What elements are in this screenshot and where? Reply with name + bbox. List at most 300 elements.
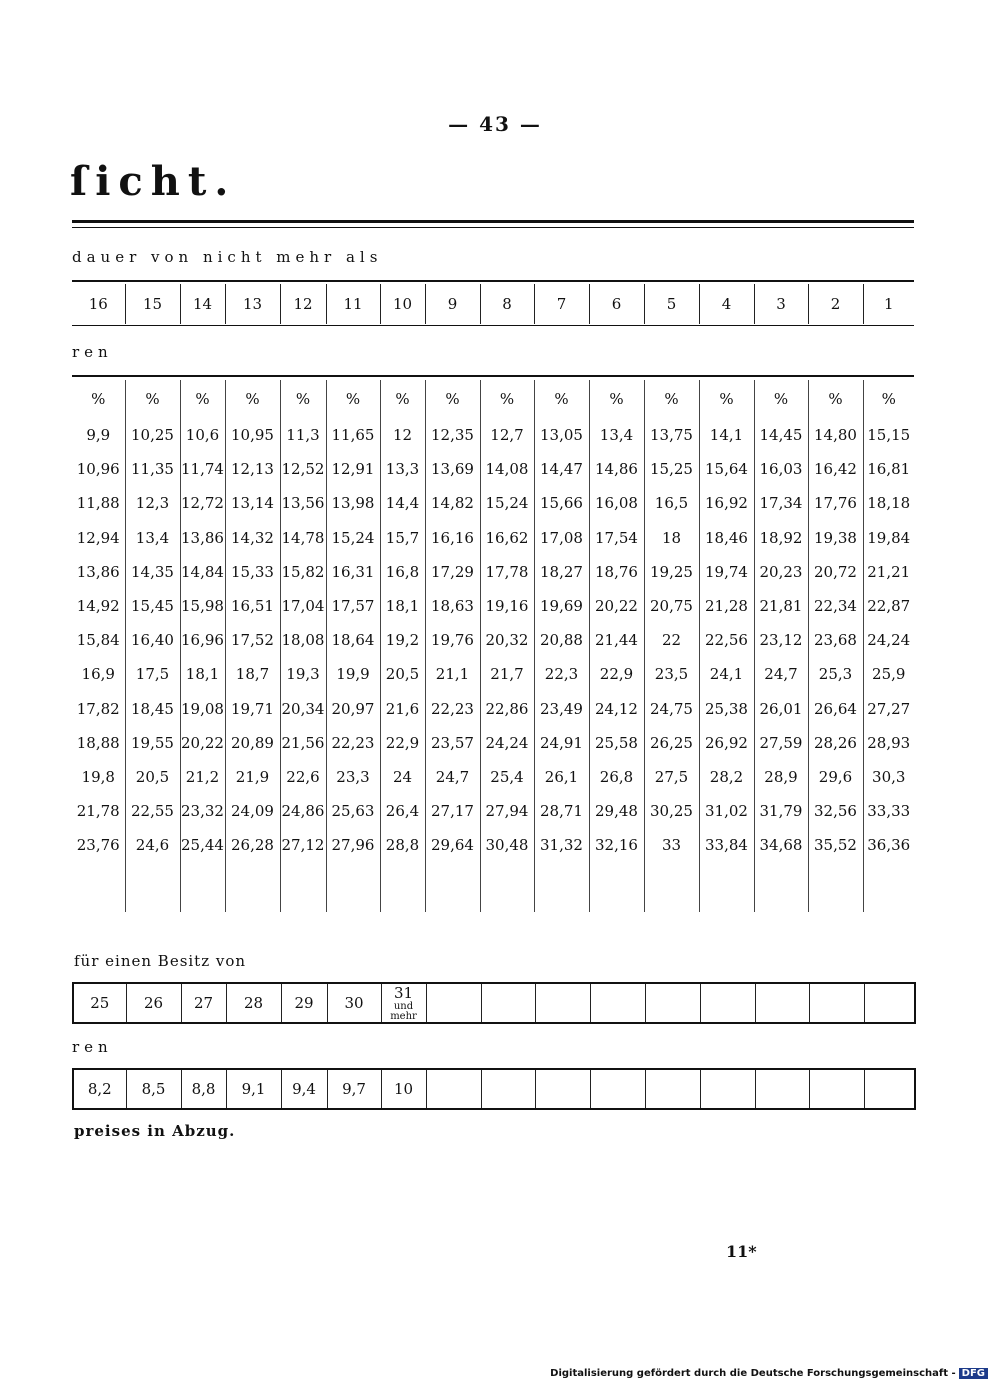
dfg-logo: DFG xyxy=(959,1368,988,1379)
empty-cell xyxy=(425,862,480,912)
table-cell: 10,95 xyxy=(225,418,280,452)
upper-header-table xyxy=(72,284,914,324)
table-cell: 17,5 xyxy=(125,657,180,691)
table-cell: 19,25 xyxy=(644,555,699,589)
table-cell: 22,9 xyxy=(589,657,644,691)
table-cell: 25,4 xyxy=(480,760,534,794)
percent-symbol: % xyxy=(425,380,480,418)
upper-column-header: 6 xyxy=(589,284,644,324)
empty-cell xyxy=(589,862,644,912)
table-cell: 13,98 xyxy=(326,486,380,520)
table-cell: 18,92 xyxy=(754,521,808,555)
table-row xyxy=(72,760,914,794)
table-cell: 20,5 xyxy=(380,657,425,691)
table-cell: 18,46 xyxy=(699,521,754,555)
table-cell: 29,64 xyxy=(425,828,480,862)
table-cell: 16,62 xyxy=(480,521,534,555)
table-cell: 12,91 xyxy=(326,452,380,486)
table-cell: 19,16 xyxy=(480,589,534,623)
table-cell: 27,94 xyxy=(480,794,534,828)
table-cell: 18,64 xyxy=(326,623,380,657)
table-cell: 24,09 xyxy=(225,794,280,828)
table-cell: 18,76 xyxy=(589,555,644,589)
table-cell: 10,96 xyxy=(76,460,120,479)
table-cell: 26,1 xyxy=(534,760,589,794)
upper-header-bottom-rule xyxy=(72,325,914,326)
lower-column-value: 31 xyxy=(393,984,414,1002)
table-cell: 24,24 xyxy=(480,726,534,760)
table-cell: 11,65 xyxy=(326,418,380,452)
table-cell: 24,75 xyxy=(644,692,699,726)
table-cell: 18,18 xyxy=(863,486,914,520)
table-cell: 22,87 xyxy=(863,589,914,623)
table-cell: 24,7 xyxy=(425,760,480,794)
table-cell: 13,86 xyxy=(76,562,120,581)
percent-symbol: % xyxy=(754,380,808,418)
percent-symbol: % xyxy=(380,380,425,418)
table-cell: 14,80 xyxy=(808,418,863,452)
table-cell: 14,1 xyxy=(699,418,754,452)
upper-header-top-rule xyxy=(72,280,914,282)
page-title: ſicht. xyxy=(70,158,237,205)
table-cell: 27,17 xyxy=(425,794,480,828)
table-cell: 24,91 xyxy=(534,726,589,760)
percent-symbol: % xyxy=(808,380,863,418)
signature-mark: 11* xyxy=(726,1242,757,1261)
table-cell: 14,92 xyxy=(76,597,120,616)
percent-symbol: % xyxy=(125,380,180,418)
lower-value-cell xyxy=(700,1069,755,1109)
percent-symbol: % xyxy=(699,380,754,418)
table-cell: 22,23 xyxy=(425,692,480,726)
table-cell: 27,59 xyxy=(754,726,808,760)
lower-value-cell xyxy=(590,1069,645,1109)
lower-column-value: 29 xyxy=(294,994,314,1012)
table-cell: 21,7 xyxy=(480,657,534,691)
percent-symbol: % xyxy=(180,380,225,418)
table-cell: 19,8 xyxy=(81,767,115,786)
lower-header-table xyxy=(72,982,916,1024)
table-cell: 20,23 xyxy=(754,555,808,589)
table-cell: 15,98 xyxy=(180,589,225,623)
table-cell: 13,4 xyxy=(589,418,644,452)
table-cell: 12 xyxy=(380,418,425,452)
table-cell: 11,35 xyxy=(125,452,180,486)
table-row xyxy=(72,692,914,726)
table-cell: 28,26 xyxy=(808,726,863,760)
table-cell: 21,78 xyxy=(76,802,120,821)
table-cell: 23,57 xyxy=(425,726,480,760)
table-row xyxy=(72,589,914,623)
table-cell: 14,08 xyxy=(480,452,534,486)
upper-column-header: 8 xyxy=(480,284,534,324)
upper-table-label: dauer von nicht mehr als xyxy=(72,248,383,266)
table-cell: 19,9 xyxy=(326,657,380,691)
table-cell: 15,25 xyxy=(644,452,699,486)
table-cell: 19,71 xyxy=(225,692,280,726)
lower-column-header xyxy=(645,983,700,1023)
lower-column-header xyxy=(755,983,809,1023)
empty-cell xyxy=(480,862,534,912)
table-cell: 17,57 xyxy=(326,589,380,623)
table-cell: 35,52 xyxy=(808,828,863,862)
table-cell: 14,84 xyxy=(180,555,225,589)
table-cell: 28,71 xyxy=(534,794,589,828)
table-row xyxy=(72,828,914,862)
table-cell: 23,5 xyxy=(644,657,699,691)
table-cell: 21,28 xyxy=(699,589,754,623)
table-cell: 13,3 xyxy=(380,452,425,486)
table-cell: 22,9 xyxy=(380,726,425,760)
lower-column-value: 30 xyxy=(344,994,364,1012)
table-cell: 20,22 xyxy=(180,726,225,760)
table-cell: 19,69 xyxy=(534,589,589,623)
table-cell: 27,5 xyxy=(644,760,699,794)
empty-cell xyxy=(380,862,425,912)
table-cell: 16,9 xyxy=(81,665,115,684)
table-cell: 19,76 xyxy=(425,623,480,657)
table-filler-row xyxy=(72,862,914,912)
table-cell: 24,12 xyxy=(589,692,644,726)
table-cell: 17,34 xyxy=(754,486,808,520)
table-cell: 30,25 xyxy=(644,794,699,828)
lower-column-value: 28 xyxy=(243,994,264,1012)
table-row xyxy=(72,486,914,520)
empty-cell xyxy=(754,862,808,912)
lower-column-header xyxy=(181,983,226,1023)
percent-symbol: % xyxy=(589,380,644,418)
table-cell: 20,88 xyxy=(534,623,589,657)
table-cell: 17,82 xyxy=(76,699,120,718)
table-cell: 20,75 xyxy=(644,589,699,623)
table-cell: 16,40 xyxy=(125,623,180,657)
table-cell: 30,48 xyxy=(480,828,534,862)
table-cell: 25,3 xyxy=(808,657,863,691)
empty-cell xyxy=(863,862,914,912)
table-cell: 25,58 xyxy=(589,726,644,760)
table-cell: 23,49 xyxy=(534,692,589,726)
table-cell: 17,54 xyxy=(589,521,644,555)
empty-cell xyxy=(808,862,863,912)
table-cell: 15,45 xyxy=(125,589,180,623)
table-cell: 27,12 xyxy=(280,828,326,862)
table-cell: 14,47 xyxy=(534,452,589,486)
table-cell: 17,76 xyxy=(808,486,863,520)
table-cell: 18,1 xyxy=(380,589,425,623)
table-cell: 22,6 xyxy=(280,760,326,794)
table-cell: 12,3 xyxy=(125,486,180,520)
table-cell: 18,27 xyxy=(534,555,589,589)
table-cell: 23,12 xyxy=(754,623,808,657)
lower-column-header xyxy=(327,983,381,1023)
lower-column-value: 26 xyxy=(143,994,164,1012)
table-cell: 26,28 xyxy=(225,828,280,862)
lower-column-header xyxy=(700,983,755,1023)
lower-column-value: 25 xyxy=(90,994,110,1012)
table-cell: 19,2 xyxy=(380,623,425,657)
upper-column-header: 14 xyxy=(180,284,225,324)
table-cell: 33,33 xyxy=(863,794,914,828)
table-cell: 18 xyxy=(644,521,699,555)
table-cell: 18,63 xyxy=(425,589,480,623)
table-cell: 28,2 xyxy=(699,760,754,794)
table-cell: 16,96 xyxy=(180,623,225,657)
table-cell: 12,72 xyxy=(180,486,225,520)
upper-column-header: 7 xyxy=(534,284,589,324)
percent-symbol: % xyxy=(280,380,326,418)
upper-body-top-rule xyxy=(72,375,914,377)
table-cell: 33 xyxy=(644,828,699,862)
empty-cell xyxy=(644,862,699,912)
lower-value-cell xyxy=(755,1069,809,1109)
table-cell: 14,35 xyxy=(125,555,180,589)
upper-column-header: 15 xyxy=(125,284,180,324)
table-cell: 20,22 xyxy=(589,589,644,623)
table-cell: 19,84 xyxy=(863,521,914,555)
table-cell: 28,93 xyxy=(863,726,914,760)
table-cell: 15,33 xyxy=(225,555,280,589)
lower-value-cell: 8,5 xyxy=(126,1069,181,1109)
table-cell: 11,74 xyxy=(180,452,225,486)
table-cell: 27,96 xyxy=(326,828,380,862)
title-rule-thick xyxy=(72,220,914,223)
percent-symbol: % xyxy=(863,380,914,418)
lower-value-cell xyxy=(864,1069,915,1109)
lower-value-cell xyxy=(809,1069,864,1109)
table-row xyxy=(72,555,914,589)
table-cell: 16,8 xyxy=(380,555,425,589)
table-cell: 19,74 xyxy=(699,555,754,589)
table-cell: 14,82 xyxy=(425,486,480,520)
lower-column-header xyxy=(426,983,481,1023)
table-cell: 15,7 xyxy=(380,521,425,555)
percent-symbol: % xyxy=(326,380,380,418)
table-cell: 16,16 xyxy=(425,521,480,555)
table-cell: 26,92 xyxy=(699,726,754,760)
page-number: — 43 — xyxy=(448,112,542,136)
table-cell: 15,82 xyxy=(280,555,326,589)
table-cell: 27,27 xyxy=(863,692,914,726)
table-row xyxy=(72,726,914,760)
table-cell: 21,1 xyxy=(425,657,480,691)
table-cell: 24,24 xyxy=(863,623,914,657)
table-cell: 24,1 xyxy=(699,657,754,691)
table-cell: 13,86 xyxy=(180,521,225,555)
table-cell: 30,3 xyxy=(863,760,914,794)
empty-cell xyxy=(180,862,225,912)
table-cell: 16,08 xyxy=(589,486,644,520)
table-cell: 34,68 xyxy=(754,828,808,862)
table-cell: 28,9 xyxy=(754,760,808,794)
table-cell: 26,64 xyxy=(808,692,863,726)
table-cell: 16,31 xyxy=(326,555,380,589)
table-cell: 17,29 xyxy=(425,555,480,589)
table-cell: 14,4 xyxy=(380,486,425,520)
table-cell: 13,4 xyxy=(125,521,180,555)
table-cell: 14,86 xyxy=(589,452,644,486)
table-cell: 20,97 xyxy=(326,692,380,726)
table-cell: 9,9 xyxy=(86,426,111,445)
table-cell: 12,52 xyxy=(280,452,326,486)
footer-text: Digitalisierung gefördert durch die Deutsche Forschungsgemeinschaft - xyxy=(550,1368,956,1379)
table-row xyxy=(72,657,914,691)
table-cell: 22 xyxy=(644,623,699,657)
upper-column-header: 16 xyxy=(88,295,108,313)
lower-value-cell xyxy=(535,1069,590,1109)
lower-column-header xyxy=(281,983,327,1023)
lower-value-cell: 8,8 xyxy=(181,1069,226,1109)
lower-column-sub: und mehr xyxy=(390,1001,417,1022)
upper-column-header: 12 xyxy=(280,284,326,324)
lower-column-header xyxy=(73,983,126,1023)
table-cell: 25,44 xyxy=(180,828,225,862)
table-cell: 13,75 xyxy=(644,418,699,452)
table-cell: 17,08 xyxy=(534,521,589,555)
table-cell: 11,88 xyxy=(76,494,120,513)
table-cell: 16,5 xyxy=(644,486,699,520)
table-cell: 26,25 xyxy=(644,726,699,760)
table-cell: 14,45 xyxy=(754,418,808,452)
table-cell: 25,38 xyxy=(699,692,754,726)
table-cell: 29,6 xyxy=(808,760,863,794)
table-cell: 18,45 xyxy=(125,692,180,726)
table-cell: 21,44 xyxy=(589,623,644,657)
table-cell: 24,86 xyxy=(280,794,326,828)
upper-data-table xyxy=(72,380,914,912)
lower-column-header xyxy=(226,983,281,1023)
table-cell: 32,56 xyxy=(808,794,863,828)
table-row xyxy=(72,623,914,657)
table-cell: 24,6 xyxy=(125,828,180,862)
lower-value-cell xyxy=(645,1069,700,1109)
percent-symbol: % xyxy=(644,380,699,418)
table-cell: 20,89 xyxy=(225,726,280,760)
lower-value-cell: 10 xyxy=(381,1069,426,1109)
upper-column-header: 13 xyxy=(225,284,280,324)
table-cell: 15,66 xyxy=(534,486,589,520)
table-cell: 23,3 xyxy=(326,760,380,794)
table-row xyxy=(72,452,914,486)
table-cell: 26,01 xyxy=(754,692,808,726)
lower-column-header xyxy=(535,983,590,1023)
lower-column-header xyxy=(126,983,181,1023)
table-cell: 23,76 xyxy=(76,836,120,855)
upper-unit-label: ren xyxy=(72,343,113,361)
table-cell: 28,8 xyxy=(380,828,425,862)
table-cell: 15,15 xyxy=(863,418,914,452)
table-cell: 13,14 xyxy=(225,486,280,520)
table-cell: 12,7 xyxy=(480,418,534,452)
table-cell: 17,52 xyxy=(225,623,280,657)
footer-credit xyxy=(550,1368,988,1379)
percent-symbol: % xyxy=(225,380,280,418)
percent-symbol: % xyxy=(534,380,589,418)
table-cell: 15,84 xyxy=(76,631,120,650)
lower-column-value: 27 xyxy=(193,994,214,1012)
upper-column-header: 11 xyxy=(326,284,380,324)
table-cell: 19,3 xyxy=(280,657,326,691)
table-cell: 13,05 xyxy=(534,418,589,452)
table-cell: 24 xyxy=(380,760,425,794)
upper-column-header: 5 xyxy=(644,284,699,324)
table-cell: 13,69 xyxy=(425,452,480,486)
lower-column-header xyxy=(481,983,535,1023)
empty-cell xyxy=(280,862,326,912)
lower-column-header xyxy=(864,983,915,1023)
upper-column-header: 1 xyxy=(863,284,914,324)
table-cell: 18,7 xyxy=(225,657,280,691)
percent-symbol: % xyxy=(480,380,534,418)
table-cell: 32,16 xyxy=(589,828,644,862)
table-cell: 33,84 xyxy=(699,828,754,862)
table-cell: 22,56 xyxy=(699,623,754,657)
table-cell: 29,48 xyxy=(589,794,644,828)
upper-column-header: 10 xyxy=(380,284,425,324)
table-cell: 11,3 xyxy=(280,418,326,452)
lower-value-cell xyxy=(481,1069,535,1109)
title-rule-thin xyxy=(72,227,914,228)
table-cell: 14,32 xyxy=(225,521,280,555)
upper-column-header: 3 xyxy=(754,284,808,324)
lower-value-cell: 9,1 xyxy=(226,1069,281,1109)
lower-values-table xyxy=(72,1068,916,1110)
table-cell: 12,94 xyxy=(76,528,120,547)
table-cell: 19,38 xyxy=(808,521,863,555)
table-cell: 23,32 xyxy=(180,794,225,828)
lower-table-label: für einen Besitz von xyxy=(74,952,247,970)
table-cell: 21,56 xyxy=(280,726,326,760)
table-cell: 12,13 xyxy=(225,452,280,486)
table-cell: 25,9 xyxy=(863,657,914,691)
table-row xyxy=(72,794,914,828)
table-cell: 31,02 xyxy=(699,794,754,828)
lower-unit-label: ren xyxy=(72,1038,113,1056)
empty-cell xyxy=(225,862,280,912)
lower-column-header xyxy=(381,983,426,1023)
table-cell: 26,8 xyxy=(589,760,644,794)
table-cell: 36,36 xyxy=(863,828,914,862)
table-cell: 15,24 xyxy=(326,521,380,555)
table-cell: 12,35 xyxy=(425,418,480,452)
table-cell: 22,34 xyxy=(808,589,863,623)
table-cell: 22,3 xyxy=(534,657,589,691)
empty-cell xyxy=(699,862,754,912)
table-cell: 21,9 xyxy=(225,760,280,794)
table-cell: 16,92 xyxy=(699,486,754,520)
lower-value-cell: 9,7 xyxy=(327,1069,381,1109)
table-cell: 31,79 xyxy=(754,794,808,828)
table-cell: 10,25 xyxy=(125,418,180,452)
table-row xyxy=(72,521,914,555)
empty-cell xyxy=(326,862,380,912)
table-cell: 23,68 xyxy=(808,623,863,657)
table-cell: 10,6 xyxy=(180,418,225,452)
table-cell: 20,5 xyxy=(125,760,180,794)
upper-column-header: 2 xyxy=(808,284,863,324)
lower-value-cell: 9,4 xyxy=(281,1069,327,1109)
table-cell: 21,21 xyxy=(863,555,914,589)
table-cell: 20,72 xyxy=(808,555,863,589)
table-cell: 26,4 xyxy=(380,794,425,828)
table-cell: 22,55 xyxy=(125,794,180,828)
table-cell: 19,55 xyxy=(125,726,180,760)
lower-value-cell: 8,2 xyxy=(87,1080,112,1098)
table-cell: 18,88 xyxy=(76,733,120,752)
table-cell: 31,32 xyxy=(534,828,589,862)
table-cell: 22,86 xyxy=(480,692,534,726)
table-cell: 18,1 xyxy=(180,657,225,691)
table-row xyxy=(72,418,914,452)
